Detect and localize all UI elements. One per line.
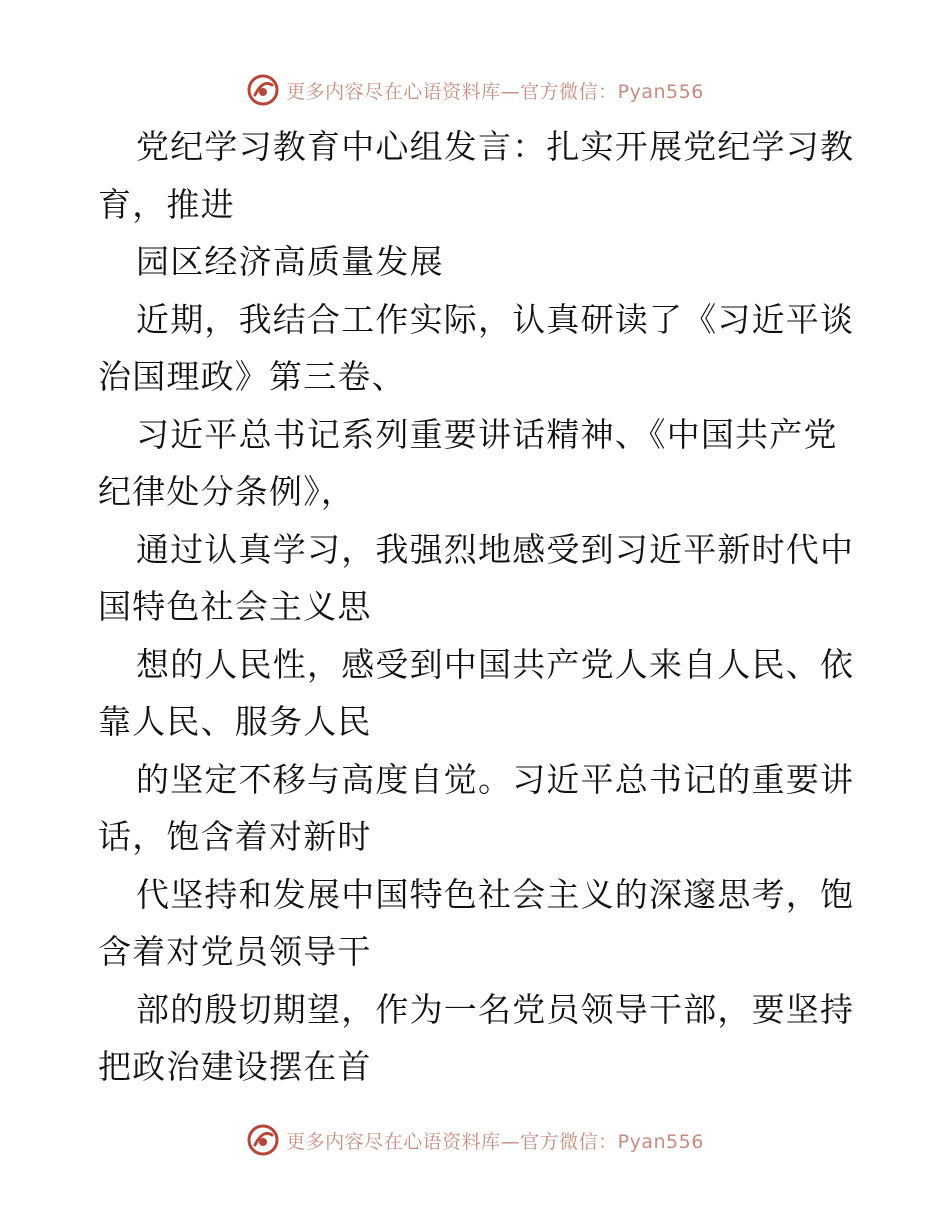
text-line: 纪律处分条例》， — [98, 472, 356, 511]
document-body — [98, 118, 858, 1096]
text-line: 想的人民性，感受到中国共产党人来自人民、依 — [136, 644, 855, 684]
text-line: 部的殷切期望，作为一名党员领导干部，要坚持 — [136, 989, 855, 1029]
watermark-text: 更多内容尽在心语资料库—官方微信：Pyan556 — [286, 80, 704, 103]
seal-logo-icon — [246, 1123, 280, 1157]
text-line: 把政治建设摆在首 — [98, 1047, 372, 1086]
seal-logo-icon — [246, 73, 280, 107]
text-line: 近期，我结合工作实际，认真研读了《习近平谈 — [136, 299, 855, 339]
watermark-group — [246, 1123, 704, 1157]
text-line: 习近平总书记系列重要讲话精神、《中国共产党 — [136, 414, 838, 454]
text-line: 国特色社会主义思 — [98, 587, 372, 626]
header-watermark — [0, 72, 950, 108]
text-line: 含着对党员领导干 — [98, 932, 372, 971]
footer-watermark — [0, 1122, 950, 1158]
text-line: 治国理政》第三卷、 — [98, 357, 406, 396]
text-line: 园区经济高质量发展 — [136, 242, 444, 281]
watermark-text: 更多内容尽在心语资料库—官方微信：Pyan556 — [286, 1130, 704, 1153]
text-line: 党纪学习教育中心组发言：扎实开展党纪学习教 — [136, 127, 855, 166]
text-line: 通过认真学习，我强烈地感受到习近平新时代中 — [136, 529, 855, 569]
text-line: 的坚定不移与高度自觉。习近平总书记的重要讲 — [136, 759, 855, 799]
text-line: 育，推进 — [98, 184, 235, 224]
text-line: 靠人民、服务人民 — [98, 702, 372, 741]
text-line: 代坚持和发展中国特色社会主义的深邃思考，饱 — [136, 874, 855, 914]
text-line: 话，饱含着对新时 — [98, 817, 372, 856]
watermark-group — [246, 73, 704, 107]
